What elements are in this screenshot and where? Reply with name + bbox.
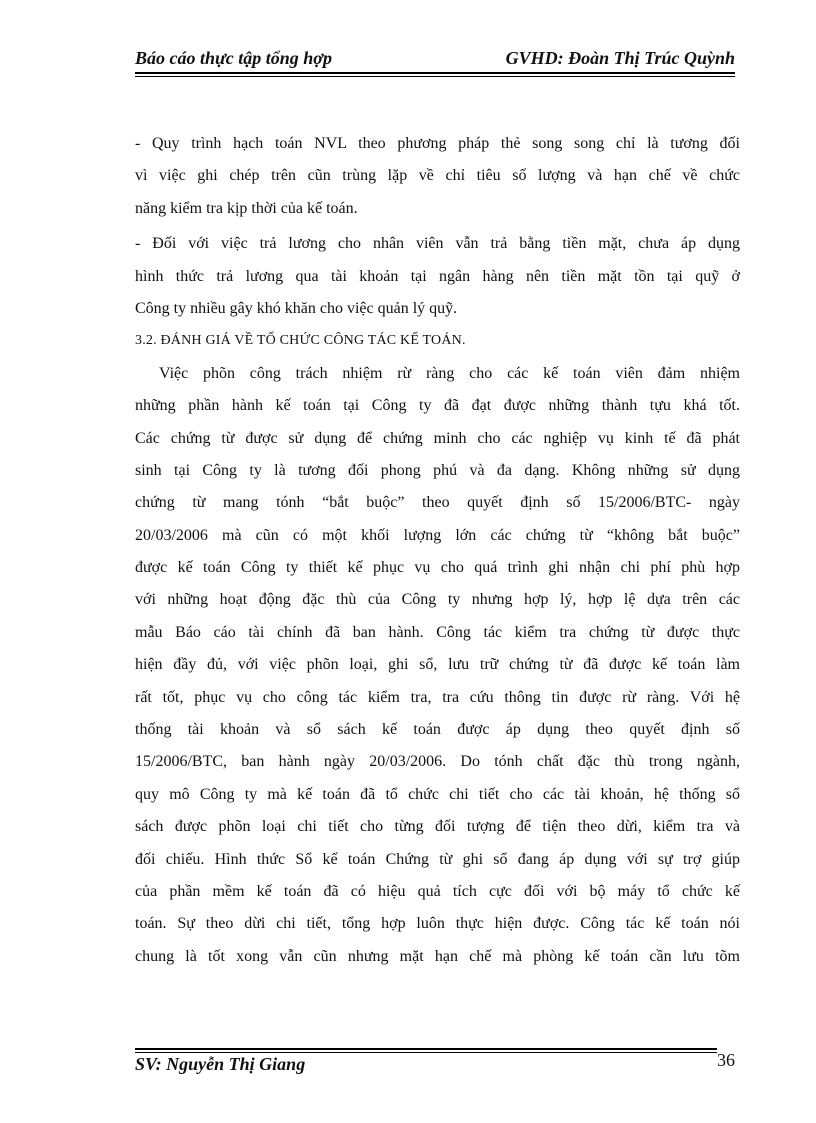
text-line: của phần mềm kế toán đã có hiệu quả tích cực đối với bộ máy tổ chức kế — [135, 882, 740, 900]
footer-rule — [135, 1048, 717, 1053]
text-line: hiện đầy đủ, với việc phõn loại, ghi sổ, lưu trữ chứng từ đã được kế toán làm — [135, 656, 740, 674]
footer-student-name: SV: Nguyễn Thị Giang — [135, 1054, 306, 1074]
text-line: vì việc ghi chép trên cũn trùng lặp về chỉ tiêu số lượng và hạn chế về chức — [135, 167, 740, 185]
section-heading: 3.2. ĐÁNH GIÁ VỀ TỔ CHỨC CÔNG TÁC KẾ TOÁN. — [135, 333, 466, 349]
text-line: hình thức trả lương qua tài khoản tại ngân hàng nên tiền mặt tồn tại quỹ ở — [135, 267, 740, 285]
text-line: đối chiếu. Hình thức Sổ kế toán Chứng từ ghi sổ đang áp dụng với sự trợ giúp — [135, 850, 740, 868]
text-line: chung là tốt xong vẫn cũn nhưng mặt hạn chế mà phòng kế toán cần lưu tõm — [135, 947, 740, 965]
text-line: Các chứng từ được sử dụng để chứng minh cho các nghiệp vụ kinh tế đã phát — [135, 429, 740, 447]
page-header — [135, 44, 735, 74]
text-line: với những hoạt động đặc thù của Công ty nhưng hợp lý, hợp lệ dựa trên các — [135, 591, 740, 609]
header-rule — [135, 72, 735, 77]
page-number: 36 — [717, 1050, 735, 1070]
paragraph-accounting-evaluation — [135, 358, 740, 973]
text-line: rất tốt, phục vụ cho công tác kiểm tra, tra cứu thông tin được rừ ràng. Với hệ — [135, 688, 740, 706]
text-line: 20/03/2006 mà cũn có một khối lượng lớn các chứng từ “không bắt buộc” — [135, 526, 740, 544]
text-line: năng kiểm tra kịp thời của kế toán. — [135, 199, 358, 217]
text-line: mẫu Báo cáo tài chính đã ban hành. Công tác kiểm tra chứng từ được thực — [135, 623, 740, 641]
text-line: được kế toán Công ty thiết kế phục vụ cho quá trình ghi nhận chi phí phù hợp — [135, 559, 740, 577]
text-line: chứng từ mang tónh “bắt buộc” theo quyết định số 15/2006/BTC- ngày — [135, 494, 740, 512]
text-line: sinh tại Công ty là tương đối phong phú và đa dạng. Không những sử dụng — [135, 461, 740, 479]
text-line: Công ty nhiều gây khó khăn cho việc quản lý quỹ. — [135, 299, 458, 317]
text-line: Việc phõn công trách nhiệm rừ ràng cho các kế toán viên đảm nhiệm — [159, 364, 740, 382]
text-line: toán. Sự theo dừi chi tiết, tổng hợp luôn thực hiện được. Công tác kế toán nói — [135, 915, 740, 933]
text-line: 15/2006/BTC, ban hành ngày 20/03/2006. Do tónh chất đặc thù trong ngành, — [135, 753, 740, 771]
text-line: sách được phõn loại chi tiết cho từng đối tượng để tiện theo dừi, kiểm tra và — [135, 818, 740, 836]
text-line: thống tài khoản và sổ sách kế toán được áp dụng theo quyết định số — [135, 721, 740, 739]
header-report-title: Báo cáo thực tập tổng hợp — [135, 48, 332, 68]
text-line: những phần hành kế toán tại Công ty đã đạt được những thành tựu khá tốt. — [135, 397, 740, 415]
header-supervisor: GVHD: Đoàn Thị Trúc Quỳnh — [505, 48, 735, 68]
page-body — [135, 128, 740, 973]
text-line: - Quy trình hạch toán NVL theo phương pháp thẻ song song chỉ là tương đối — [135, 135, 740, 152]
text-line: quy mô Công ty mà kế toán đã tổ chức chi tiết cho các tài khoản, hệ thống sổ — [135, 785, 740, 803]
paragraph-nvl-accounting — [135, 128, 740, 225]
paragraph-salary-payment — [135, 228, 740, 325]
text-line: - Đối với việc trả lương cho nhân viên vẫn trả bằng tiền mặt, chưa áp dụng — [135, 235, 740, 253]
